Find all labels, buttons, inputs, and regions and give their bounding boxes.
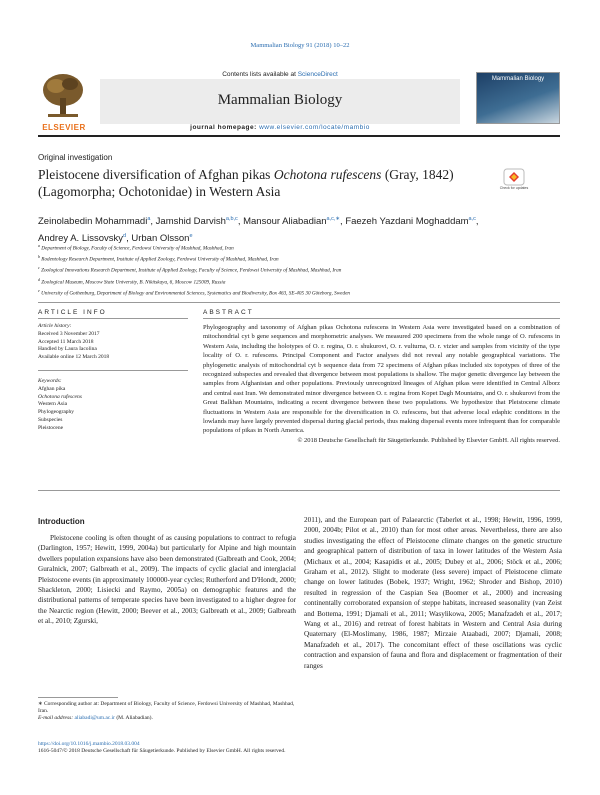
introduction-left-column: [38, 533, 296, 627]
keyword: Western Asia: [38, 401, 68, 408]
intro-paragraph: 2011), and the European part of Palaearctic (Taberlet et al., 1998; Hewitt, 1996, 1999, 2000, 2004b; Pilot et al., 2010) than for most other areas. Nevertheless, there are also studies investigating the effect of Pleistocene climate changes on the genetic structure and geographical pattern of distribution of taxa in lower latitudes of the Western Asia (Michaux et al., 2004; Kasapidis et al., 2005; Dubey et al., 2006; Stöck et al., 2006; Graham et al., 2012). Slight to moderate (less severe) impact of Pleistocene climate change on lower latitudes (Bobek, 1937; Wright, 1962; Shroder and Bishop, 2010) resulted in regression of the Caspian Sea (Boomer et al., 2000) and increasing continentally corroborated expansion of steppe habitats, increased seasonality (van Zeist and Bottema, 1991; Djamali et al., 2011; Wasylikowa, 2005; Manafzadeh et al., 2017; Wang et al., 2016) and retreat of forest habitats in Western and Central Asia during Quaternary (El-Moslimany, 1986, 1987; Mirzaie Ataabadi, 2007; Djamali, 2008; Manafzadeh et al., 2017). The concomitant effect of these oscillations was cyclic contraction and expansion of fauna and flora and displacement or fragmentation of their ranges: [304, 516, 562, 670]
running-head: Mammalian Biology 91 (2018) 10–22: [250, 42, 350, 49]
keyword: Ochotona rufescens: [38, 393, 82, 400]
history-item: Handled by Laura Iacolina: [38, 346, 97, 353]
affiliation: $^a$ Department of Biology, Faculty of Science, Ferdowsi University of Mashhad, Mashhad, Iran: [38, 243, 234, 252]
author[interactable]: Mansour Aliabadian$^{a,c,∗}$: [243, 216, 341, 228]
abstract-rule: [203, 318, 560, 319]
author[interactable]: Andrey A. Lissovsky$^d$: [38, 233, 127, 245]
abstract-heading: ABSTRACT: [203, 309, 254, 316]
contents-prefix: Contents lists available at: [222, 71, 298, 78]
article-history: [38, 323, 188, 362]
abstract-bottom-rule: [38, 490, 560, 491]
email-link[interactable]: aliabadi@um.ac.ir: [74, 715, 115, 722]
abstract-body: [203, 323, 560, 445]
author[interactable]: Urban Olsson$^e$: [131, 233, 193, 245]
title-part-1: Pleistocene diversification of Afghan pikas: [38, 167, 274, 182]
keyword: Subspecies: [38, 416, 63, 423]
affiliation: $^c$ Zoological Innovations Research Department, Institute of Applied Zoology, Faculty of Science, Ferdowsi University of Mashhad, Mashhad, Iran: [38, 265, 342, 275]
crossmark-icon[interactable]: [502, 168, 526, 198]
publisher-wordmark: ELSEVIER: [42, 123, 86, 132]
footnote-rule: [38, 697, 118, 698]
journal-homepage: [100, 124, 460, 131]
introduction-heading: Introduction: [38, 517, 85, 526]
crossmark-label: Check for updates: [499, 186, 529, 190]
keyword: Afghan pika: [38, 385, 66, 392]
header-rule: [38, 135, 560, 137]
keyword: Pleistocene: [38, 424, 64, 431]
keywords-label: Keywords:: [38, 378, 62, 384]
article-section: Original investigation: [38, 153, 113, 162]
affiliation: $^b$ Rodentology Research Department, Institute of Applied Zoology, Ferdowsi University of Mashhad, Mashhad, Iran: [38, 254, 279, 263]
keywords: [38, 378, 188, 433]
journal-title: Mammalian Biology: [217, 92, 343, 108]
author[interactable]: Zeinolabedin Mohammadi$^a$: [38, 216, 151, 228]
journal-cover-label: Mammalian Biology: [491, 76, 545, 82]
title-species: Ochotona rufescens: [273, 167, 382, 182]
affiliations: [38, 242, 558, 298]
history-label: Article history:: [38, 323, 72, 329]
footnotes: [38, 701, 296, 723]
history-item: Accepted 11 March 2018: [38, 338, 94, 345]
keywords-rule: [38, 370, 188, 371]
info-top-rule: [38, 302, 560, 303]
journal-homepage-link[interactable]: www.elsevier.com/locate/mambio: [259, 124, 370, 131]
author-list: Zeinolabedin Mohammadi$^a$, Jamshid Darvish$^{a,b,c}$, Mansour Aliabadian$^{a,c,∗}$, Faezeh Yazdani Moghaddam$^{a,c}$, Andrey A. Lissovsky$^d$, Urban Olsson$^e$: [38, 216, 479, 245]
journal-homepage-label: journal homepage:: [190, 124, 260, 131]
title-part-2: (Gray, 1842) (Lagomorpha; Ochotonidae) in Western Asia: [38, 167, 454, 199]
elsevier-tree-logo: [38, 70, 88, 126]
article-title: [38, 166, 468, 200]
email-note: E-mail address: aliabadi@um.ac.ir (M. Aliabadian).: [38, 715, 153, 722]
intro-paragraph: Pleistocene cooling is often thought of as causing populations to contract to refugia (Darlington, 1957; Hewitt, 1999, 2004a) but particularly for Alpine and high mountain dwellers population expansions have also been demonstrated (Galbreath and Cook, 2004; Guralnick, 2007; Galbreath et al., 2009). The impacts of cyclic glacial and interglacial Pleistocene events (in approximately 100000-year cycles; Rutherford and D'Hondt, 2000; Shackleton, 2000; Lisiecki and Raymo, 2005a) on demographic features and the distributional patterns of temperate species have been investigated to a higher degree for the Nearctic region (Hewitt, 2000; Beever et al., 2003; Galbreath et al., 2009; Galbreath et al., 2010; Zgurski,: [38, 534, 296, 626]
affiliation: $^d$ Zoological Museum, Moscow State University, B. Nikitskaya, 6, Moscow 125009, Russia: [38, 276, 226, 286]
sciencedirect-link[interactable]: ScienceDirect: [297, 71, 338, 78]
history-item: Available online 12 March 2018: [38, 354, 110, 361]
keyword: Phylogeography: [38, 409, 75, 416]
issn-line: 1616-5047/© 2018 Deutsche Gesellschaft für Säugetierkunde. Published by Elsevier GmbH. All rights reserved.: [38, 748, 286, 755]
article-info-heading: ARTICLE INFO: [38, 309, 107, 316]
info-rule: [38, 318, 188, 319]
author[interactable]: Faezeh Yazdani Moghaddam$^{a,c}$: [345, 216, 476, 228]
affiliation: $^e$ University of Gothenburg, Department of Biology and Environmental Sciences, Systematics and Biodiversity, Box 463, SE-405 30 Göteborg, Sweden: [38, 287, 350, 297]
abstract-text: Phylogeography and taxonomy of Afghan pikas Ochotona rufescens in Western Asia were investigated based on a combination of mitochondrial cyt b gene sequences and morphometric analyses. We measured 200 specimens from the whole range of O. rufescens in Western Asia, including the holotypes of O. r. regina, O. r. shukurovi, O. r. vulturna, O. r. vizier and samples from vicinity of the type locality of O. r. rufescens. Principal Component and Factor analyses did not reveal any notable geographical variations. The phylogenetic analysis of mitochondrial cyt b sequence data from 72 specimens of Afghan pikas included six topotypes of three of the recognized subspecies and revealed that divergence between most populations is shallow. The major genetic divergence lay between the samples from Afghanistan and other populations. Previously unrecognized lineages of Afghan pikas were identified in Central Alborz and central east Iran. We demonstrated minor divergence between O. r. regina from Kopet Dagh Mountains, and O. r. shukurovi from the Great Balkhan Mountains, indicating a recent divergence between these two populations. We hypothesize that Pleistocene climate fluctuations in Western Asia are responsible for the diversification in O. rufescens, but that adverse local edaphic conditions in the lowlands may have largely prevented dispersal during glacial periods, thus making dispersal events more infrequent than for comparable populations of pikas in North America.: [203, 324, 560, 435]
doi-block: [38, 741, 560, 755]
author[interactable]: Jamshid Darvish$^{a,b,c}$: [155, 216, 238, 228]
introduction-right-column: [304, 515, 562, 671]
history-item: Received 3 November 2017: [38, 330, 100, 337]
contents-availability: [100, 71, 460, 78]
corresponding-author-note: ∗ Corresponding author at: Department of Biology, Faculty of Science, Ferdowsi University of Mashhad, Mashhad, Iran.: [38, 701, 295, 715]
doi-link[interactable]: https://doi.org/10.1016/j.mambio.2018.03.004: [38, 741, 140, 747]
copyright: © 2018 Deutsche Gesellschaft für Säugetierkunde. Published by Elsevier GmbH. All rights reserved.: [297, 436, 560, 444]
